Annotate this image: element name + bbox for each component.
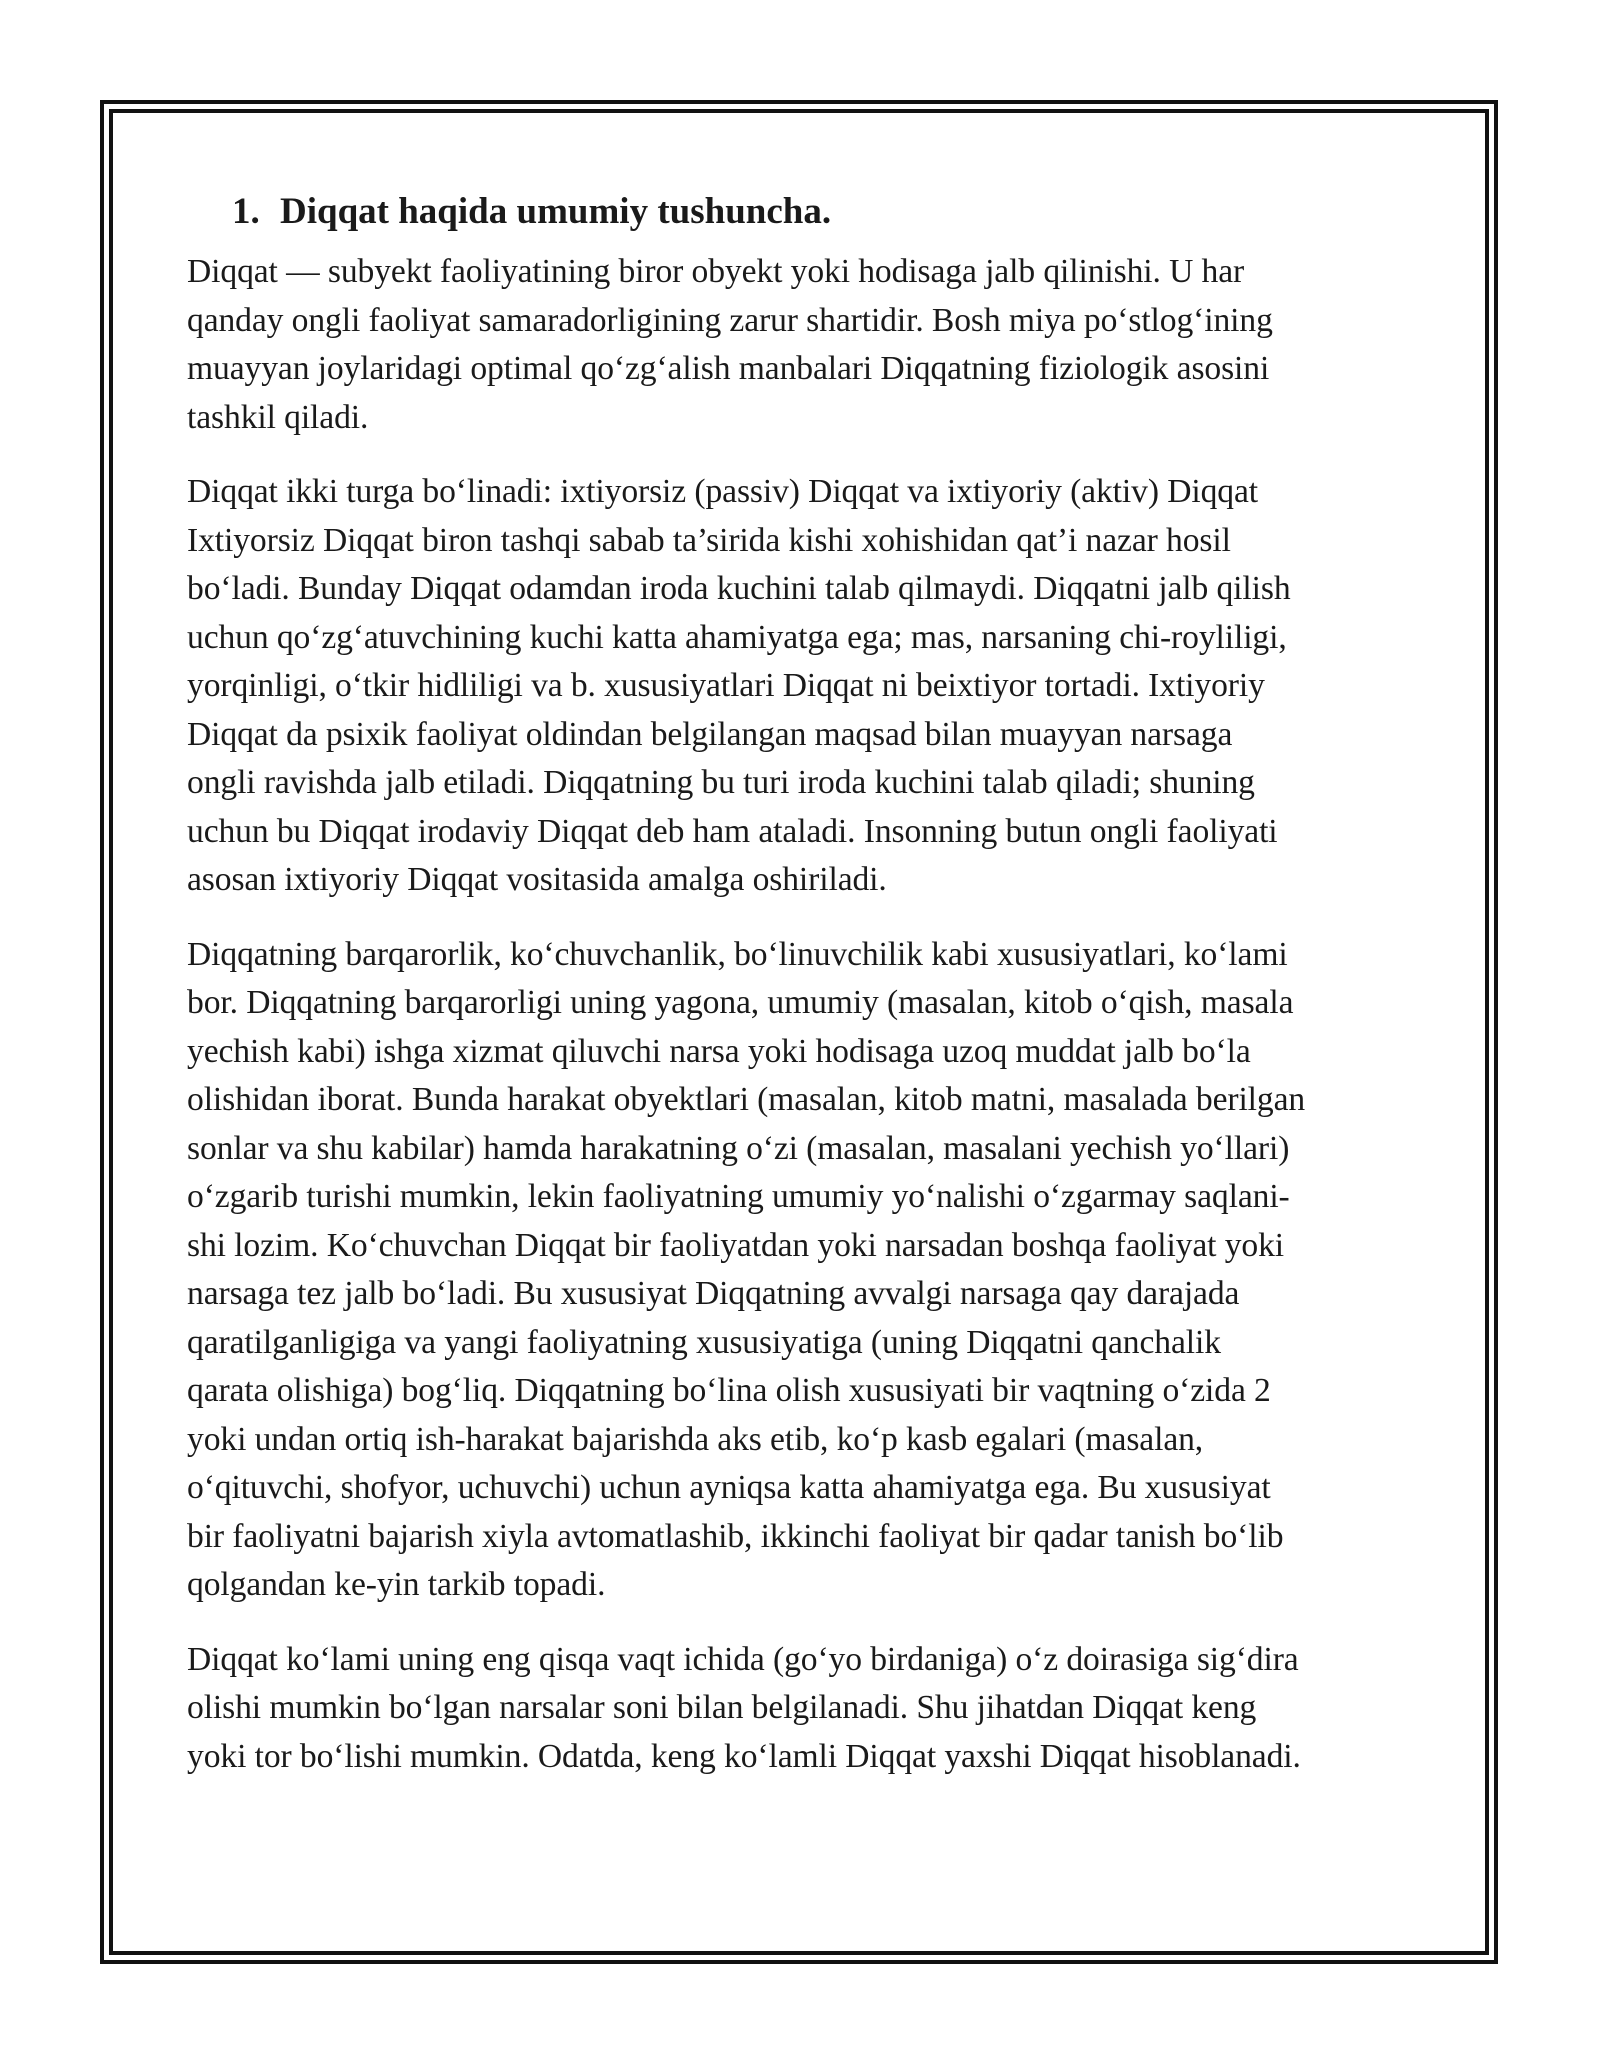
paragraph-line: olishidan iborat. Bunda harakat obyektlari (masalan, kitob matni, masalada berilgan: [187, 1081, 1306, 1118]
paragraph-line: qanday ongli faoliyat samaradorligining zarur shartidir. Bosh miya po‘stlog‘ining: [187, 301, 1273, 339]
paragraph-line: shi lozim. Ko‘chuvchan Diqqat bir faoliyatdan yoki narsadan boshqa faoliyat yoki: [187, 1226, 1284, 1264]
paragraph-line: tashkil qiladi.: [187, 398, 369, 436]
paragraph-line: qaratilganligiga va yangi faoliyatning xususiyatiga (uning Diqqatni qanchalik: [187, 1323, 1221, 1361]
paragraph-line: sonlar va shu kabilar) hamda harakatning o‘zi (masalan, masalani yechish yo‘llari): [187, 1129, 1290, 1167]
paragraph-line: yoki tor bo‘lishi mumkin. Odatda, keng ko‘lamli Diqqat yaxshi Diqqat hisoblanadi.: [187, 1737, 1301, 1775]
section-heading: [232, 180, 1417, 244]
paragraph-line: Diqqat da psixik faoliyat oldindan belgilangan maqsad bilan muayyan narsaga: [187, 715, 1233, 753]
paragraph: [187, 931, 1417, 1610]
paragraph: [187, 1636, 1417, 1782]
paragraph-line: Diqqatning barqarorlik, ko‘chuvchanlik, bo‘linuvchilik kabi xususiyatlari, ko‘lami: [187, 935, 1288, 973]
paragraph-line: olishi mumkin bo‘lgan narsalar soni bilan belgilanadi. Shu jihatdan Diqqat keng: [187, 1689, 1257, 1726]
paragraph-line: qolgandan ke-yin tarkib topadi.: [187, 1566, 606, 1603]
paragraphs: [187, 248, 1417, 1781]
paragraph-line: bir faoliyatni bajarish xiyla avtomatlashib, ikkinchi faoliyat bir qadar tanish bo‘lib: [187, 1517, 1284, 1555]
paragraph: [187, 468, 1417, 905]
section-title: Diqqat haqida umumiy tushuncha.: [280, 191, 832, 232]
paragraph-line: ongli ravishda jalb etiladi. Diqqatning bu turi iroda kuchini talab qiladi; shuning: [187, 764, 1255, 801]
paragraph-line: Diqqat — subyekt faoliyatining biror obyekt yoki hodisaga jalb qilinishi. U har: [187, 253, 1245, 290]
paragraph-line: asosan ixtiyoriy Diqqat vositasida amalga oshiriladi.: [187, 861, 887, 898]
paragraph-line: o‘qituvchi, shofyor, uchuvchi) uchun ayniqsa katta ahamiyatga ega. Bu xususiyat: [187, 1469, 1271, 1506]
paragraph-line: o‘zgarib turishi mumkin, lekin faoliyatning umumiy yo‘nalishi o‘zgarmay saqlani-: [187, 1178, 1290, 1215]
paragraph-line: yechish kabi) ishga xizmat qiluvchi narsa yoki hodisaga uzoq muddat jalb bo‘la: [187, 1032, 1251, 1070]
section-number: 1.: [232, 191, 260, 232]
paragraph-line: bor. Diqqatning barqarorligi uning yagona, umumiy (masalan, kitob o‘qish, masala: [187, 984, 1294, 1021]
paragraph-line: muayyan joylaridagi optimal qo‘zg‘alish manbalari Diqqatning fiziologik asosini: [187, 350, 1270, 387]
paragraph-line: bo‘ladi. Bunday Diqqat odamdan iroda kuchini talab qilmaydi. Diqqatni jalb qilish: [187, 570, 1291, 607]
paragraph: [187, 248, 1417, 442]
paragraph-line: qarata olishiga) bog‘liq. Diqqatning bo‘lina olish xususiyati bir vaqtning o‘zida 2: [187, 1372, 1271, 1409]
paragraph-line: yoki undan ortiq ish-harakat bajarishda aks etib, ko‘p kasb egalari (masalan,: [187, 1420, 1204, 1458]
paragraph-line: Ixtiyorsiz Diqqat biron tashqi sabab ta’sirida kishi xohishidan qat’i nazar hosil: [187, 521, 1231, 559]
paragraph-line: Diqqat ko‘lami uning eng qisqa vaqt ichida (go‘yo birdaniga) o‘z doirasiga sig‘dira: [187, 1640, 1299, 1678]
paragraph-line: Diqqat ikki turga bo‘linadi: ixtiyorsiz (passiv) Diqqat va ixtiyoriy (aktiv) Diqqat: [187, 473, 1258, 510]
paragraph-line: uchun qo‘zg‘atuvchining kuchi katta ahamiyatga ega; mas, narsaning chi-royliligi,: [187, 618, 1287, 656]
paragraph-line: narsaga tez jalb bo‘ladi. Bu xususiyat Diqqatning avvalgi narsaga qay darajada: [187, 1275, 1240, 1312]
document-body: [187, 180, 1417, 1807]
paragraph-line: yorqinligi, o‘tkir hidliligi va b. xususiyatlari Diqqat ni beixtiyor tortadi. Ixtiyoriy: [187, 667, 1265, 704]
paragraph-line: uchun bu Diqqat irodaviy Diqqat deb ham ataladi. Insonning butun ongli faoliyati: [187, 812, 1278, 850]
